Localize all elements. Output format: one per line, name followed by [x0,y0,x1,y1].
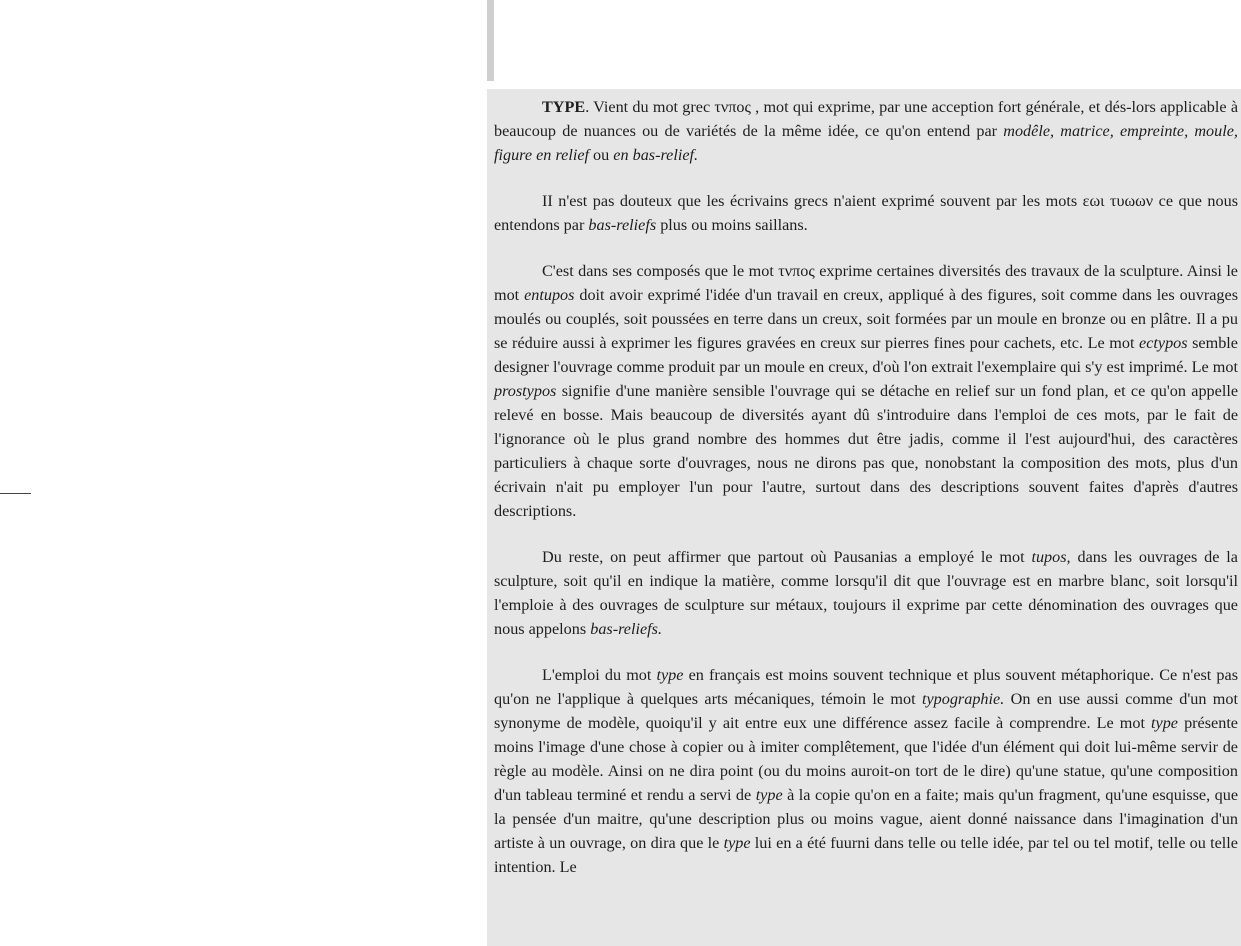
headword: TYPE [542,98,586,116]
greek-word: εωι τυωων [1082,192,1154,210]
paragraph-2: II n'est pas douteux que les écrivains grecs n'aient exprimé souvent par les mots εωι τυωων ce que nous entendons par bas-reliefs plus ou moins saillans. [494,192,1238,234]
document-page [487,89,1241,946]
italic-term: entupos [524,286,575,304]
paragraph-1: TYPE. Vient du mot grec τνπος , mot qui exprime, par une acception fort générale, et dés-lors applicable à beaucoup de nuances ou de variétés de la même idée, ce qu'on entend par modêle, matrice, empreinte, moule, figure en relief ou en bas-relief. [494,98,1239,164]
paragraph-3: C'est dans ses composés que le mot τνπος exprime certaines diversités des travaux de la sculpture. Ainsi le mot entupos doit avoir exprimé l'idée d'un travail en creux, appliqué à des figures, soit comme dans les ouvrages moulés ou couplés, soit poussées en terre dans un creux, soit formées par un moule en bronze ou en plâtre. Il a pu se réduire aussi à exprimer les figures gravées en creux sur pierres fines pour cachets, etc. Le mot ectypos semble designer l'ouvrage comme produit par un moule en creux, d'où l'on extrait l'exemplaire qui s'y est imprimé. Le mot prostypos signifie d'une manière sensible l'ouvrage qui se détache en relief sur un fond plan, et ce qu'on appelle relevé en bosse. Mais beaucoup de diversités ayant dû s'introduire dans l'emploi de ces mots, par le fait de l'ignorance où le plus grand nombre des hommes dut être jadis, comme il l'est aujourd'hui, des caractères particuliers à chaque sorte d'ouvrages, nous ne dirons pas que, nonobstant la composition des mots, plus d'un écrivain n'ait pu employer l'un pour l'autre, surtout dans des descriptions souvent faites d'après d'autres descriptions. [494,262,1239,520]
italic-term: ectypos [1139,334,1188,352]
italic-term: prostypos [494,382,557,400]
paragraph-5: L'emploi du mot type en français est moins souvent technique et plus souvent métaphorique. Ce n'est pas qu'on ne l'applique à quelques arts mécaniques, témoin le mot typographie. On en use aussi comme d'un mot synonyme de modèle, quoiqu'il y ait entre eux une différence assez facile à comprendre. Le mot type présente moins l'image d'une chose à copier ou à imiter complêtement, que l'idée d'un élément qui doit lui-même servir de règle au modèle. Ainsi on ne dira point (ou du moins auroit-on tort de le dire) qu'une statue, qu'une composition d'un tableau terminé et rendu a servi de type à la copie qu'on en a faite; mais qu'un fragment, qu'une esquisse, que la pensée d'un maitre, qu'une description plus ou moins vague, aient donné naissance dans l'imagination d'un artiste à un ouvrage, on dira que le type lui en a été fuurni dans telle ou telle idée, par tel ou tel motif, telle ou telle intention. Le [494,666,1239,876]
greek-word: τνπος [778,262,815,280]
left-margin-rule [0,493,31,494]
italic-term: type [656,666,684,684]
greek-word: τνπος [714,98,751,116]
page-scroll-indicator[interactable] [487,0,494,81]
italic-term: bas-reliefs [588,216,657,234]
italic-term: type [1151,714,1178,732]
italic-term: bas-reliefs. [590,620,663,638]
italic-term: type [755,786,783,804]
italic-term: tupos, [1031,548,1071,566]
italic-term: typographie. [921,690,1005,708]
dictionary-article [487,89,1241,879]
italic-term: type [723,834,751,852]
italic-term: en bas-relief. [613,146,699,164]
italic-term: modêle, matrice, empreinte, moule, figure en relief [494,122,1238,164]
paragraph-4: Du reste, on peut affirmer que partout où Pausanias a employé le mot tupos, dans les ouvrages de la sculpture, soit qu'il en indique la matière, comme lorsqu'il dit que l'ouvrage est en marbre blanc, soit lorsqu'il l'emploie à des ouvrages de sculpture sur métaux, toujours il exprime par cette dénomination des ouvrages que nous appelons bas-reliefs. [494,548,1238,638]
